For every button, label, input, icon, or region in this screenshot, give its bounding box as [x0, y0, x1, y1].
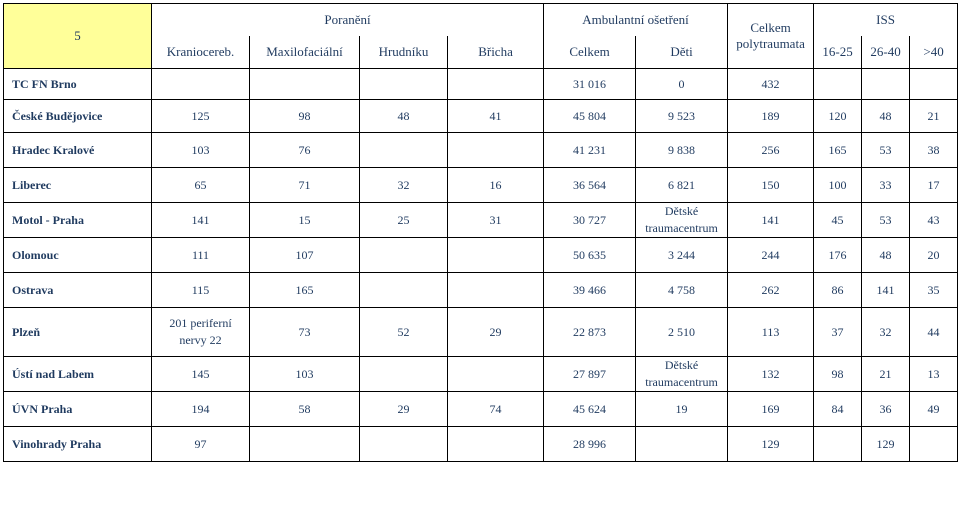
cell-bricha: 16 [448, 168, 544, 203]
cell-iss2 [862, 69, 910, 100]
cell-iss3: 43 [910, 203, 958, 238]
cell-maxi: 15 [250, 203, 360, 238]
cell-iss3: 13 [910, 357, 958, 392]
cell-iss1: 45 [814, 203, 862, 238]
cell-iss1: 100 [814, 168, 862, 203]
row-name: ÚVN Praha [4, 392, 152, 427]
row-name: Motol - Praha [4, 203, 152, 238]
cell-deti: 4 758 [636, 273, 728, 308]
cell-deti: 3 244 [636, 238, 728, 273]
row-name: Ústí nad Labem [4, 357, 152, 392]
cell-celkem: 30 727 [544, 203, 636, 238]
cell-deti [636, 427, 728, 462]
row-name: Hradec Kralové [4, 133, 152, 168]
cell-hrud: 52 [360, 308, 448, 357]
cell-bricha [448, 427, 544, 462]
table-row [4, 133, 958, 168]
cell-hrud [360, 238, 448, 273]
cell-kr: 65 [152, 168, 250, 203]
cell-maxi [250, 427, 360, 462]
cell-poly: 262 [728, 273, 814, 308]
col-header-deti: Děti [636, 36, 728, 69]
iss-group-header: ISS [814, 4, 958, 37]
cell-kr: 115 [152, 273, 250, 308]
cell-iss1: 120 [814, 100, 862, 133]
cell-hrud: 48 [360, 100, 448, 133]
cell-iss3: 49 [910, 392, 958, 427]
cell-iss1: 86 [814, 273, 862, 308]
cell-iss2: 36 [862, 392, 910, 427]
cell-celkem: 41 231 [544, 133, 636, 168]
cell-poly: 256 [728, 133, 814, 168]
corner-cell: 5 [4, 4, 152, 69]
cell-poly: 432 [728, 69, 814, 100]
cell-poly: 141 [728, 203, 814, 238]
cell-celkem: 22 873 [544, 308, 636, 357]
cell-iss2: 141 [862, 273, 910, 308]
row-name: Ostrava [4, 273, 152, 308]
table-row [4, 357, 958, 392]
total-poly-header: Celkem polytraumata [728, 4, 814, 69]
table-row [4, 392, 958, 427]
cell-deti: 0 [636, 69, 728, 100]
cell-celkem: 27 897 [544, 357, 636, 392]
col-header-kraniocereb: Kraniocereb. [152, 36, 250, 69]
cell-bricha [448, 69, 544, 100]
cell-deti: 2 510 [636, 308, 728, 357]
cell-kr: 145 [152, 357, 250, 392]
col-header-celkem: Celkem [544, 36, 636, 69]
cell-kr: 97 [152, 427, 250, 462]
cell-celkem: 28 996 [544, 427, 636, 462]
cell-bricha [448, 357, 544, 392]
cell-poly: 169 [728, 392, 814, 427]
cell-celkem: 50 635 [544, 238, 636, 273]
cell-poly: 129 [728, 427, 814, 462]
cell-iss1 [814, 427, 862, 462]
cell-bricha: 41 [448, 100, 544, 133]
cell-hrud: 32 [360, 168, 448, 203]
cell-celkem: 45 804 [544, 100, 636, 133]
cell-bricha [448, 133, 544, 168]
cell-hrud [360, 427, 448, 462]
cell-iss3: 20 [910, 238, 958, 273]
table-row [4, 168, 958, 203]
cell-iss1: 37 [814, 308, 862, 357]
table-row [4, 69, 958, 100]
cell-iss2: 48 [862, 238, 910, 273]
table-row [4, 203, 958, 238]
cell-deti: 9 838 [636, 133, 728, 168]
cell-poly: 189 [728, 100, 814, 133]
cell-kr [152, 69, 250, 100]
cell-deti: 6 821 [636, 168, 728, 203]
cell-iss3: 44 [910, 308, 958, 357]
cell-iss1 [814, 69, 862, 100]
cell-maxi: 76 [250, 133, 360, 168]
cell-bricha [448, 273, 544, 308]
cell-iss1: 98 [814, 357, 862, 392]
cell-iss1: 84 [814, 392, 862, 427]
col-header-bricha: Břicha [448, 36, 544, 69]
cell-poly: 150 [728, 168, 814, 203]
cell-poly: 113 [728, 308, 814, 357]
cell-bricha: 29 [448, 308, 544, 357]
cell-hrud: 25 [360, 203, 448, 238]
cell-iss2: 53 [862, 133, 910, 168]
table-row [4, 238, 958, 273]
table-row [4, 427, 958, 462]
table-row [4, 273, 958, 308]
col-header-maxilofacialni: Maxilofaciální [250, 36, 360, 69]
cell-iss2: 21 [862, 357, 910, 392]
cell-iss2: 33 [862, 168, 910, 203]
cell-bricha [448, 238, 544, 273]
cell-hrud [360, 273, 448, 308]
table-row [4, 100, 958, 133]
cell-maxi: 165 [250, 273, 360, 308]
cell-maxi: 71 [250, 168, 360, 203]
row-name: Plzeň [4, 308, 152, 357]
cell-deti: Dětské traumacentrum [636, 203, 728, 238]
cell-iss3: 21 [910, 100, 958, 133]
cell-iss1: 165 [814, 133, 862, 168]
cell-kr: 125 [152, 100, 250, 133]
col-header-hrudniku: Hrudníku [360, 36, 448, 69]
cell-deti: 19 [636, 392, 728, 427]
row-name: Vinohrady Praha [4, 427, 152, 462]
cell-deti: Dětské traumacentrum [636, 357, 728, 392]
cell-iss3: 38 [910, 133, 958, 168]
cell-maxi: 58 [250, 392, 360, 427]
row-name: TC FN Brno [4, 69, 152, 100]
col-header-iss-40plus: >40 [910, 36, 958, 69]
cell-iss1: 176 [814, 238, 862, 273]
cell-iss2: 129 [862, 427, 910, 462]
cell-maxi [250, 69, 360, 100]
ambulant-group-header: Ambulantní ošetření [544, 4, 728, 37]
cell-kr: 201 periferní nervy 22 [152, 308, 250, 357]
col-header-iss-16-25: 16-25 [814, 36, 862, 69]
cell-iss2: 53 [862, 203, 910, 238]
cell-kr: 111 [152, 238, 250, 273]
cell-hrud [360, 133, 448, 168]
col-header-iss-26-40: 26-40 [862, 36, 910, 69]
trauma-table [3, 3, 958, 462]
cell-iss3 [910, 69, 958, 100]
cell-kr: 103 [152, 133, 250, 168]
cell-kr: 141 [152, 203, 250, 238]
table-row [4, 308, 958, 357]
cell-hrud: 29 [360, 392, 448, 427]
cell-poly: 132 [728, 357, 814, 392]
cell-celkem: 36 564 [544, 168, 636, 203]
cell-iss3: 35 [910, 273, 958, 308]
cell-maxi: 73 [250, 308, 360, 357]
cell-maxi: 103 [250, 357, 360, 392]
cell-maxi: 107 [250, 238, 360, 273]
cell-kr: 194 [152, 392, 250, 427]
cell-iss3 [910, 427, 958, 462]
cell-hrud [360, 69, 448, 100]
cell-bricha: 74 [448, 392, 544, 427]
injury-group-header: Poranění [152, 4, 544, 37]
cell-iss3: 17 [910, 168, 958, 203]
row-name: Olomouc [4, 238, 152, 273]
cell-hrud [360, 357, 448, 392]
cell-maxi: 98 [250, 100, 360, 133]
cell-iss2: 48 [862, 100, 910, 133]
row-name: Liberec [4, 168, 152, 203]
cell-poly: 244 [728, 238, 814, 273]
cell-iss2: 32 [862, 308, 910, 357]
cell-deti: 9 523 [636, 100, 728, 133]
cell-celkem: 39 466 [544, 273, 636, 308]
row-name: České Budějovice [4, 100, 152, 133]
cell-bricha: 31 [448, 203, 544, 238]
cell-celkem: 45 624 [544, 392, 636, 427]
cell-celkem: 31 016 [544, 69, 636, 100]
